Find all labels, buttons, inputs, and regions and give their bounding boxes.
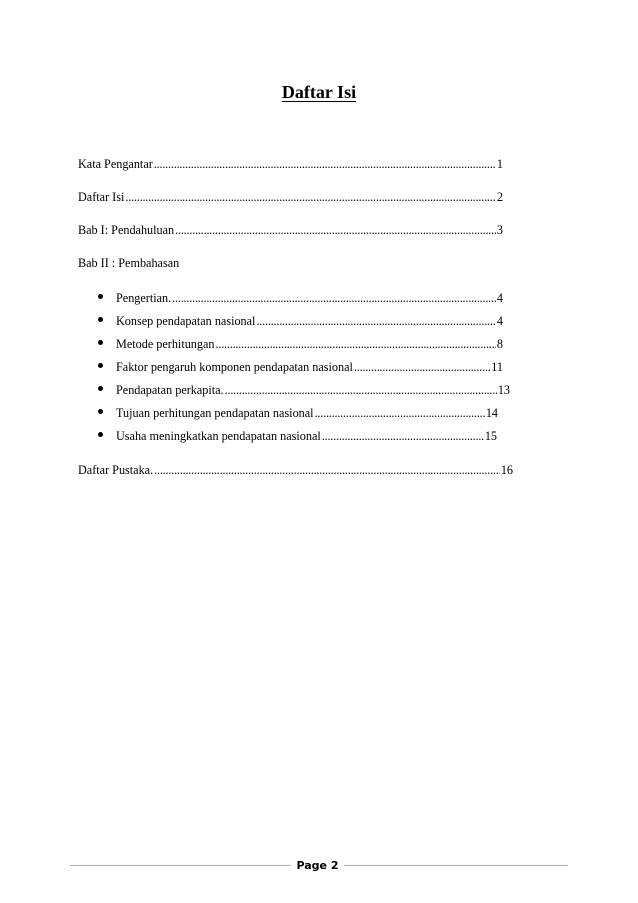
toc-heading-bab-2: Bab II : Pembahasan [78, 256, 180, 270]
toc-entry-label: Daftar Isi [78, 190, 125, 204]
toc-sub-entry [78, 335, 503, 353]
footer-rule-left [70, 865, 291, 866]
leader-dots [216, 335, 496, 353]
leader-dots [322, 427, 484, 445]
toc-entry-label: Metode perhitungan [116, 337, 215, 351]
toc-sub-entry [78, 404, 498, 422]
leader-dots [225, 381, 497, 399]
bullet-icon [98, 432, 103, 437]
bullet-icon [98, 363, 103, 368]
page-title: Daftar Isi [281, 82, 357, 102]
leader-dots [256, 312, 495, 330]
toc-entry-label: Kata Pengantar [78, 157, 153, 171]
toc-sub-entry [78, 381, 510, 399]
bullet-icon [98, 340, 103, 345]
toc-entry-page: 14 [485, 406, 498, 420]
page-number: Page 2 [296, 859, 339, 872]
toc-entry-bab-1 [78, 221, 503, 239]
leader-dots [154, 461, 500, 479]
toc-entry-label: Daftar Pustaka. [78, 463, 154, 477]
toc-entry-label: Usaha meningkatkan pendapatan nasional [116, 429, 321, 443]
leader-dots [125, 188, 496, 206]
leader-dots [354, 358, 490, 376]
toc-entry-label: Faktor pengaruh komponen pendapatan nasional [116, 360, 353, 374]
leader-dots [175, 221, 496, 239]
toc-entry-label: Pengertian. [116, 291, 172, 305]
toc-entry-label: Konsep pendapatan nasional [116, 314, 256, 328]
bullet-icon [98, 294, 103, 299]
leader-dots [315, 404, 485, 422]
leader-dots [172, 289, 496, 307]
toc-entry-label: Bab I: Pendahuluan [78, 223, 175, 237]
toc-sub-entry [78, 312, 503, 330]
toc-sub-entry [78, 427, 497, 445]
toc-entry-page: 13 [497, 383, 510, 397]
bullet-icon [98, 409, 103, 414]
bullet-icon [98, 386, 103, 391]
leader-dots [154, 155, 496, 173]
toc-entry-page: 2 [496, 190, 503, 204]
toc-entry-daftar-pustaka [78, 461, 513, 479]
toc-entry-label: Tujuan perhitungan pendapatan nasional [116, 406, 314, 420]
toc-entry-page: 1 [496, 157, 503, 171]
toc-entry-page: 3 [496, 223, 503, 237]
bullet-icon [98, 317, 103, 322]
toc-sub-entry [78, 358, 503, 376]
toc-entry-label: Pendapatan perkapita. [116, 383, 224, 397]
toc-entry-page: 4 [496, 291, 503, 305]
toc-entry-page: 15 [484, 429, 497, 443]
toc-entry-daftar-isi [78, 188, 503, 206]
page-footer [70, 858, 568, 874]
toc-entry-page: 11 [491, 360, 503, 374]
toc-entry-page: 8 [496, 337, 503, 351]
toc-sub-entry [78, 289, 503, 307]
toc-entry-page: 4 [496, 314, 503, 328]
toc-entry-page: 16 [500, 463, 513, 477]
footer-rule-right [344, 865, 568, 866]
toc-entry-kata-pengantar [78, 155, 503, 173]
